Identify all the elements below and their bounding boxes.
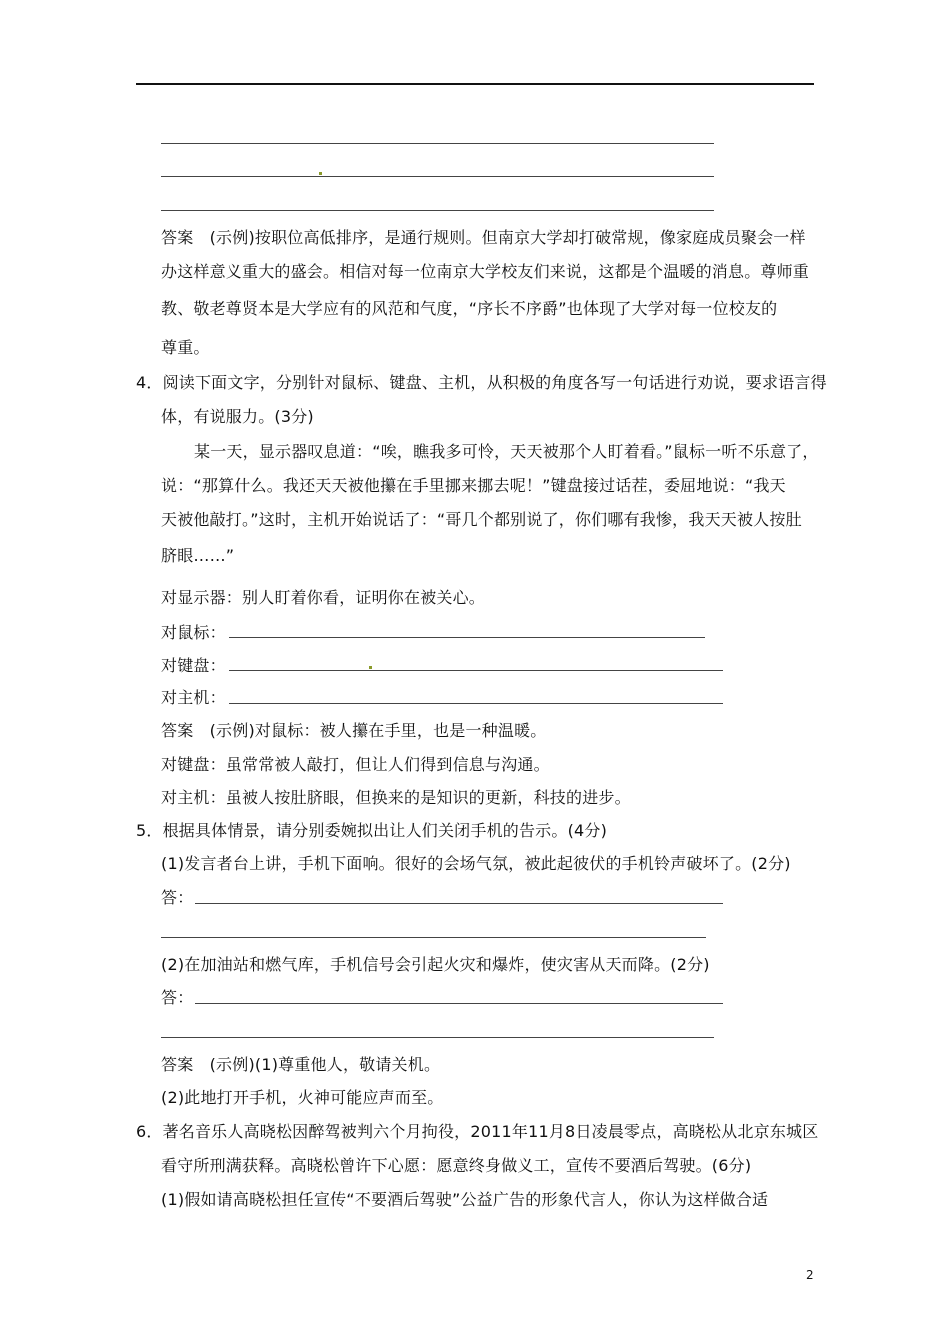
q4-host-blank[interactable] [229,703,723,704]
speck-mark [369,666,372,669]
q4-answer-line: 对键盘：虽常常被人敲打，但让人们得到信息与沟通。 [161,755,550,774]
speck-mark [319,172,322,175]
prev-answer-line: 教、敬老尊贤本是大学应有的风范和气度，“序长不序爵”也体现了大学对每一位校友的 [161,299,778,318]
q4-stem-cont: 体，有说服力。(3分) [161,407,314,426]
q5-answer-blank-1[interactable] [195,903,723,904]
q5-sub1: (1)发言者台上讲，手机下面响。很好的会场气氛，被此起彼伏的手机铃声破坏了。(2分) [161,854,791,873]
answer-blank-line [161,210,714,211]
answer-blank-line [161,143,714,144]
q5-answer-blank-1b[interactable] [161,937,706,938]
header-rule [136,83,814,85]
prev-answer-line: 办这样意义重大的盛会。相信对每一位南京大学校友们来说，这都是个温暖的消息。尊师重 [161,262,810,281]
q4-passage-line: 某一天，显示器叹息道：“唉，瞧我多可怜，天天被那个人盯着看。”鼠标一听不乐意了， [194,442,819,461]
q5-answer-label-1: 答： [161,888,194,907]
q5-answer-label-2: 答： [161,988,194,1007]
prev-answer-line: 答案 (示例)按职位高低排序，是通行规则。但南京大学却打破常规，像家庭成员聚会一样 [161,228,806,247]
q4-passage-line: 说：“那算什么。我还天天被他攥在手里挪来挪去呢！”键盘接过话茬，委屈地说：“我天 [161,476,786,495]
q4-keyboard-label: 对键盘： [161,656,226,675]
q5-stem: 5．根据具体情景，请分别委婉拟出让人们关闭手机的告示。(4分) [136,821,608,840]
q4-host-label: 对主机： [161,688,226,707]
q5-answer-blank-2[interactable] [195,1003,723,1004]
q6-stem: 6．著名音乐人高晓松因醉驾被判六个月拘役，2011年11月8日凌晨零点，高晓松从北京东城区 [136,1122,819,1141]
q4-mouse-label: 对鼠标： [161,623,226,642]
prev-answer-line: 尊重。 [161,338,210,357]
q6-stem-cont: 看守所刑满获释。高晓松曾许下心愿：愿意终身做义工，宣传不要酒后驾驶。(6分) [161,1156,752,1175]
q5-answer-blank-2b[interactable] [161,1037,714,1038]
q4-mouse-blank[interactable] [229,637,705,638]
page-number: 2 [806,1268,814,1282]
q4-answer-line: 对主机：虽被人按肚脐眼，但换来的是知识的更新，科技的进步。 [161,788,631,807]
q4-stem: 4．阅读下面文字，分别针对鼠标、键盘、主机，从积极的角度各写一句话进行劝说，要求语言得 [136,373,827,392]
q5-answer-line: (2)此地打开手机，火神可能应声而至。 [161,1088,444,1107]
q4-passage-line: 天被他敲打。”这时，主机开始说话了：“哥几个都别说了，你们哪有我惨，我天天被人按肚 [161,510,802,529]
answer-blank-line [161,176,714,177]
q5-sub2: (2)在加油站和燃气库，手机信号会引起火灾和爆炸，使灾害从天而降。(2分) [161,955,710,974]
q4-keyboard-blank[interactable] [229,670,723,671]
q4-passage-line: 脐眼……” [161,546,235,565]
q5-answer-line: 答案 (示例)(1)尊重他人，敬请关机。 [161,1055,441,1074]
q4-answer-line: 答案 (示例)对鼠标：被人攥在手里，也是一种温暖。 [161,721,547,740]
q4-example: 对显示器：别人盯着你看，证明你在被关心。 [161,588,486,607]
q6-sub1: (1)假如请高晓松担任宣传“不要酒后驾驶”公益广告的形象代言人，你认为这样做合适 [161,1190,769,1209]
